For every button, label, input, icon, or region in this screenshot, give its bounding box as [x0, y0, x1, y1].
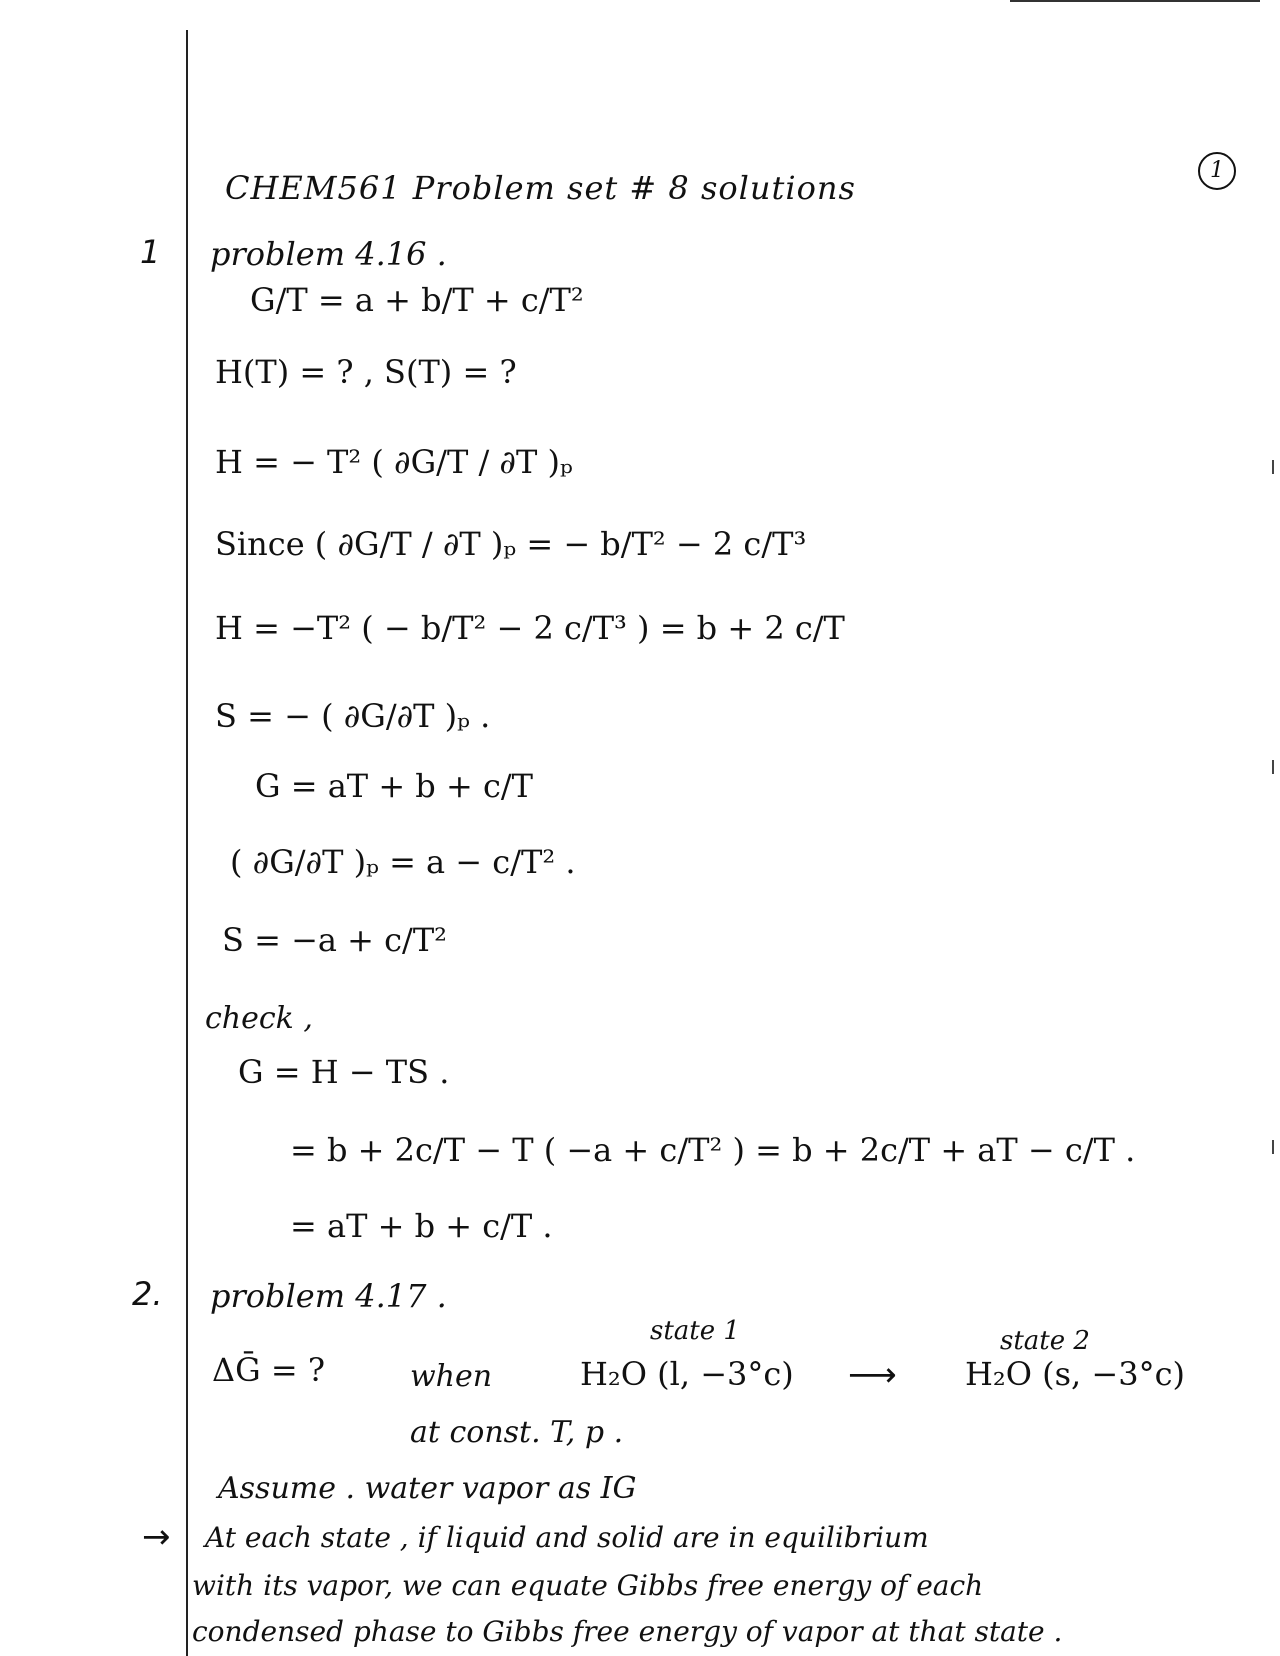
entropy-result: S = −a + c/T²: [222, 921, 447, 959]
note-line-3: condensed phase to Gibbs free energy of vapor at that state .: [192, 1615, 1063, 1648]
enthalpy-definition: H = − T² ( ∂G/T / ∂T )ₚ: [215, 443, 573, 481]
given-equation: G/T = a + b/T + c/T²: [250, 281, 584, 319]
right-edge-mark: [1272, 1140, 1274, 1154]
entropy-definition: S = − ( ∂G/∂T )ₚ .: [215, 697, 491, 735]
pointer-arrow: →: [142, 1517, 171, 1557]
reactant: H₂O (l, −3°c): [580, 1355, 794, 1393]
left-margin-line: [186, 30, 188, 1656]
right-edge-mark: [1272, 460, 1274, 474]
check-label: check ,: [205, 1001, 313, 1036]
unknowns: H(T) = ? , S(T) = ?: [215, 353, 517, 391]
product: H₂O (s, −3°c): [965, 1355, 1185, 1393]
page-title: CHEM561 Problem set # 8 solutions: [225, 169, 856, 207]
enthalpy-result: H = −T² ( − b/T² − 2 c/T³ ) = b + 2 c/T: [215, 609, 845, 647]
check-result: = aT + b + c/T .: [290, 1207, 553, 1245]
state-1-label: state 1: [650, 1316, 740, 1346]
check-equation: G = H − TS .: [238, 1053, 450, 1091]
when-label: when: [410, 1359, 493, 1394]
problem-heading-2: problem 4.17 .: [210, 1277, 447, 1315]
delta-g-question: ΔḠ = ?: [212, 1351, 325, 1389]
state-2-label: state 2: [1000, 1326, 1090, 1356]
note-line-2: with its vapor, we can equate Gibbs free energy of each: [192, 1569, 984, 1602]
conditions: at const. T, p .: [410, 1415, 624, 1450]
top-rule: [1010, 0, 1260, 2]
problem-number-2: 2.: [132, 1275, 163, 1313]
reaction-arrow: ⟶: [848, 1355, 897, 1395]
note-line-1: At each state , if liquid and solid are in equilibrium: [205, 1521, 929, 1554]
page-number: 1: [1198, 152, 1236, 190]
problem-number-1: 1: [140, 233, 161, 271]
problem-heading-1: problem 4.16 .: [210, 235, 447, 273]
gibbs-expression: G = aT + b + c/T: [255, 767, 533, 805]
assumption: Assume . water vapor as IG: [218, 1471, 637, 1506]
derivative-step: Since ( ∂G/T / ∂T )ₚ = − b/T² − 2 c/T³: [215, 525, 807, 563]
right-edge-mark: [1272, 760, 1274, 774]
check-substitution: = b + 2c/T − T ( −a + c/T² ) = b + 2c/T + aT − c/T .: [290, 1131, 1136, 1169]
gibbs-derivative: ( ∂G/∂T )ₚ = a − c/T² .: [230, 843, 576, 881]
